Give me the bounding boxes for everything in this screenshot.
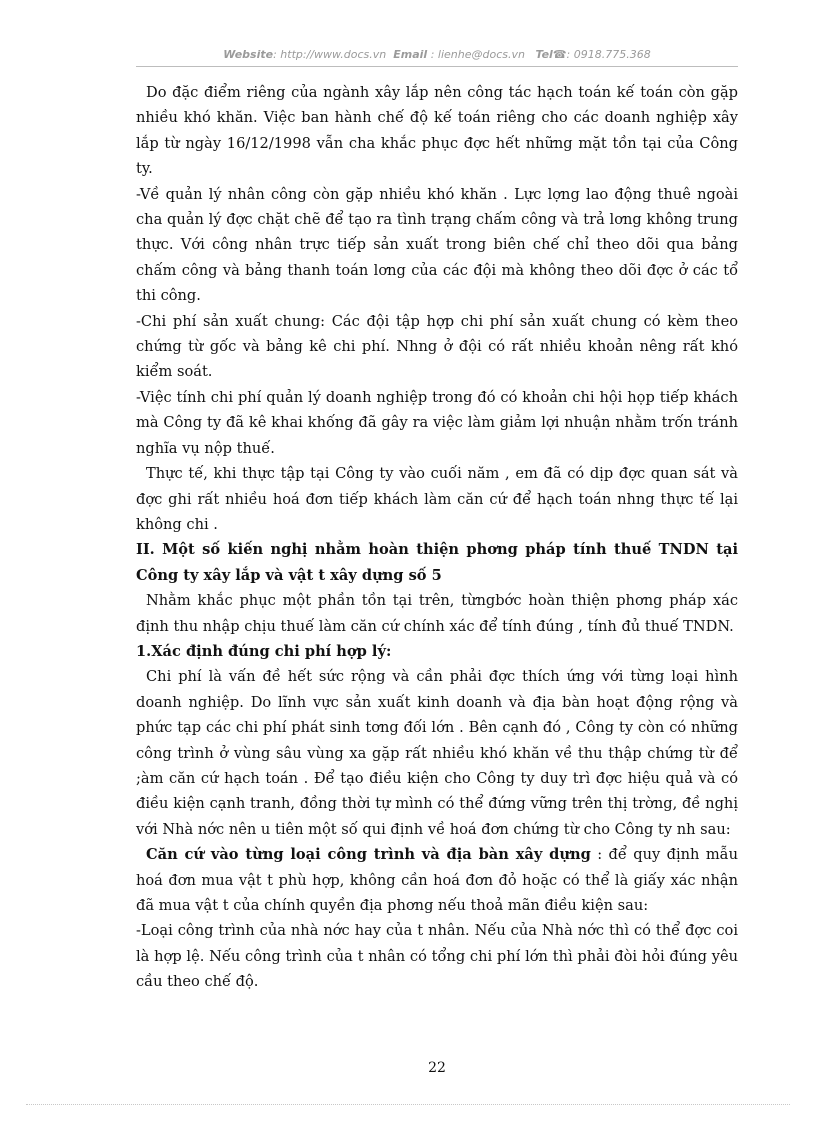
website-value: : http://www.docs.vn bbox=[273, 48, 387, 61]
email-value: : lienhe@docs.vn bbox=[427, 48, 525, 61]
paragraph-4: -Việc tính chi phí quản lý doanh nghiệp trong đó có khoản chi hội họp tiếp khách mà Công ty đã kê khai khống đã gây ra việc làm giảm lợi nhuận nhằm trốn tránh nghĩa vụ nộp thuế. bbox=[136, 388, 738, 457]
footer-divider bbox=[26, 1104, 790, 1105]
subheading-1: 1.Xác định đúng chi phí hợp lý: bbox=[136, 642, 392, 660]
page-number: 22 bbox=[428, 1060, 446, 1076]
page-header bbox=[136, 48, 738, 61]
email-label: Email bbox=[393, 48, 428, 61]
paragraph-8-bold: Căn cứ vào từng loại công trình và địa bàn xây dựng bbox=[146, 846, 591, 864]
header-divider bbox=[136, 66, 738, 67]
tel-label: Tel bbox=[535, 48, 553, 61]
paragraph-1: Do đặc điểm riêng của ngành xây lắp nên công tác hạch toán kế toán còn gặp nhiều khó khăn. Việc ban hành chế độ kế toán riêng cho các doanh nghiệp xây lắp từ ngày 16/12/1998 vẫn cha khắc phục đợc hết những mặt tồn tại của Công ty. bbox=[136, 84, 738, 178]
paragraph-5: Thực tế, khi thực tập tại Công ty vào cuối năm , em đã có dịp đợc quan sát và đợc ghi rất nhiều hoá đơn tiếp khách làm căn cứ để hạch toán nhng thực tế lại không chi . bbox=[136, 465, 738, 533]
paragraph-7: Chi phí là vấn đề hết sức rộng và cần phải đợc thích ứng với từng loại hình doanh nghiệp. Do lĩnh vực sản xuất kinh doanh và địa bàn hoạt động rộng và phức tạp các chi phí phát sinh tơng đối lớn . Bên cạnh đó , Công ty còn có những công trình ở vùng sâu vùng xa gặp rất nhiều khó khăn về thu thập chứng từ để ;àm căn cứ hạch toán . Để tạo điều kiện cho Công ty duy trì đợc hiệu quả và có điều kiện cạnh tranh, đồng thời tự mình có thể đứng vững trên thị trờng, đề nghị với Nhà nớc nên u tiên một số qui định về hoá đơn chứng từ cho Công ty nh sau: bbox=[136, 668, 738, 838]
paragraph-3: -Chi phí sản xuất chung: Các đội tập hợp chi phí sản xuất chung có kèm theo chứng từ gốc và bảng kê chi phí. Nhng ở đội có rất nhiều khoản nêng rất khó kiểm soát. bbox=[136, 312, 738, 381]
section-heading-ii: II. Một số kiến nghị nhằm hoàn thiện phơng pháp tính thuế TNDN tại Công ty xây lắp và vật t xây dựng số 5 bbox=[136, 541, 738, 584]
document-body bbox=[136, 80, 738, 995]
website-label: Website bbox=[223, 48, 274, 61]
paragraph-8-rest: : để quy định mẫu hoá đơn mua vật t phù hợp, không cần hoá đơn đỏ hoặc có thể là giấy xác nhận đã mua vật t của chính quyền địa phơng nếu thoả mãn điều kiện sau: bbox=[136, 846, 738, 914]
paragraph-9: -Loại công trình của nhà nớc hay của t nhân. Nếu của Nhà nớc thì có thể đợc coi là hợp lệ. Nếu công trình của t nhân có tổng chi phí lớn thì phải đòi hỏi đúng yêu cầu theo chế độ. bbox=[136, 922, 738, 991]
paragraph-2: -Về quản lý nhân công còn gặp nhiều khó khăn . Lực lợng lao động thuê ngoài cha quản lý đợc chặt chẽ để tạo ra tình trạng chấm công và trả lơng không trung thực. Với công nhân trực tiếp sản xuất trong biên chế chỉ theo dõi qua bảng chấm công và bảng thanh toán lơng của các đội mà không theo dõi đợc ở các tổ thi công. bbox=[136, 185, 738, 305]
tel-value: ☎: 0918.775.368 bbox=[552, 48, 651, 61]
paragraph-8 bbox=[136, 842, 738, 918]
paragraph-6: Nhằm khắc phục một phần tồn tại trên, từngbớc hoàn thiện phơng pháp xác định thu nhập chịu thuế làm căn cứ chính xác để tính đúng , tính đủ thuế TNDN. bbox=[136, 592, 738, 635]
